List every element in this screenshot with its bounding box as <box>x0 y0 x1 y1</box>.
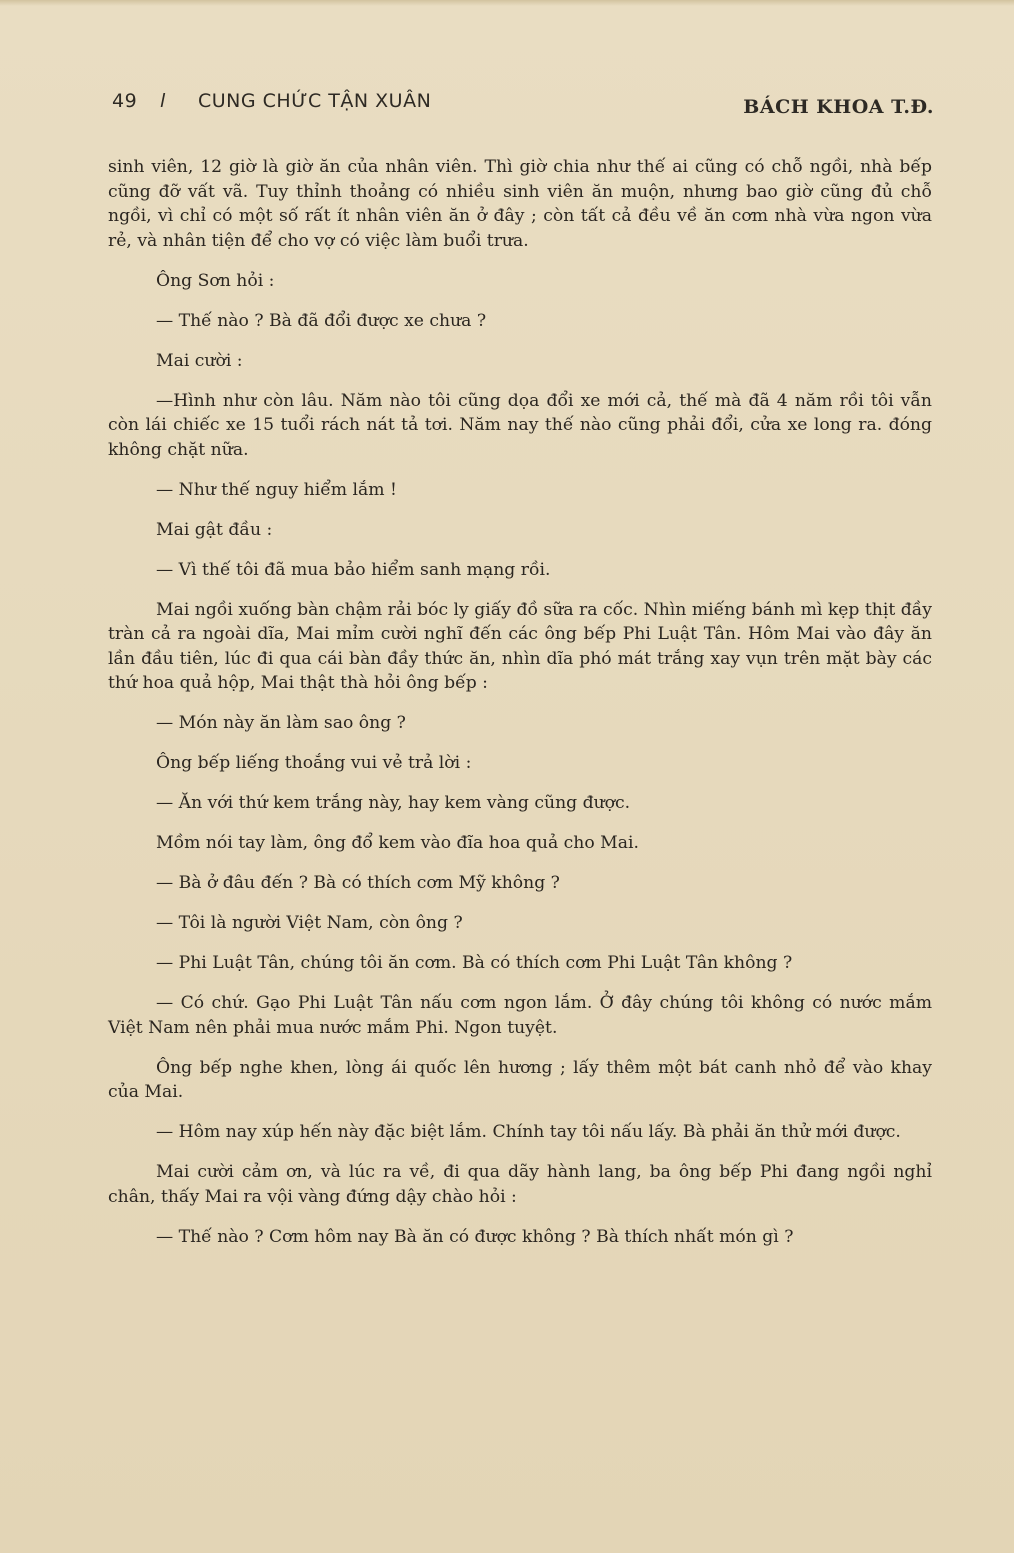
paragraph: sinh viên, 12 giờ là giờ ăn của nhân viên. Thì giờ chia như thế ai cũng có chỗ ngồi, nhà bếp cũng đỡ vất vã. Tuy thỉnh thoảng có nhiều sinh viên ăn muộn, nhưng bao giờ cũng đủ chỗ ngồi, vì chỉ có một số rất ít nhân viên ăn ở đây ; còn tất cả đều về ăn cơm nhà vừa ngon vừa rẻ, và nhân tiện để cho vợ có việc làm buổi trưa. <box>108 157 932 251</box>
paragraph: — Thế nào ? Cơm hôm nay Bà ăn có được không ? Bà thích nhất món gì ? <box>156 1226 794 1247</box>
paragraph: — Vì thế tôi đã mua bảo hiểm sanh mạng rồi. <box>156 559 551 580</box>
body-text <box>108 155 932 1249</box>
paragraph: — Bà ở đâu đến ? Bà có thích cơm Mỹ không ? <box>156 873 560 893</box>
paragraph: Ông bếp liếng thoắng vui vẻ trả lời : <box>156 753 472 773</box>
paragraph: Mai ngồi xuống bàn chậm rải bóc ly giấy đồ sữa ra cốc. Nhìn miếng bánh mì kẹp thịt đầy tràn cả ra ngoài dĩa, Mai mỉm cười nghĩ đến các ông bếp Phi Luật Tân. Hôm Mai vào đây ăn lần đầu tiên, lúc đi qua cái bàn đầy thức ăn, nhìn dĩa phó mát trắng xay vụn trên mặt bày các thứ hoa quả hộp, Mai thật thà hỏi ông bếp : <box>108 599 932 693</box>
paragraph: — Tôi là người Việt Nam, còn ông ? <box>156 913 463 933</box>
header-separator: l <box>160 90 166 112</box>
paragraph: Mồm nói tay làm, ông đổ kem vào đĩa hoa quả cho Mai. <box>156 833 639 853</box>
paragraph: — Phi Luật Tân, chúng tôi ăn cơm. Bà có thích cơm Phi Luật Tân không ? <box>156 953 793 973</box>
paragraph: Mai cười : <box>156 350 243 371</box>
paragraph: Mai gật đầu : <box>156 519 273 540</box>
paragraph: — Ăn với thứ kem trắng này, hay kem vàng cũng được. <box>156 793 631 813</box>
page-top-edge <box>0 0 1014 6</box>
author-credit: BÁCH KHOA T.Đ. <box>743 96 934 118</box>
paragraph: — Thế nào ? Bà đã đổi được xe chưa ? <box>156 310 487 331</box>
paragraph: Mai cười cảm ơn, và lúc ra về, đi qua dãy hành lang, ba ông bếp Phi đang ngồi nghỉ chân, thấy Mai ra vội vàng đứng dậy chào hỏi : <box>108 1162 932 1207</box>
paragraph: Ông bếp nghe khen, lòng ái quốc lên hương ; lấy thêm một bát canh nhỏ để vào khay của Mai. <box>108 1057 932 1102</box>
paragraph: — Có chứ. Gạo Phi Luật Tân nấu cơm ngon lắm. Ở đây chúng tôi không có nước mắm Việt Nam nên phải mua nước mắm Phi. Ngon tuyệt. <box>108 993 932 1038</box>
page-number: 49 <box>112 90 138 112</box>
running-header <box>112 90 934 120</box>
paragraph: — Món này ăn làm sao ông ? <box>156 713 406 733</box>
paragraph: —Hình như còn lâu. Năm nào tôi cũng dọa đổi xe mới cả, thế mà đã 4 năm rồi tôi vẫn còn lái chiếc xe 15 tuổi rách nát tả tơi. Năm nay thế nào cũng phải đổi, cửa xe long ra. đóng không chặt nữa. <box>108 390 932 460</box>
running-title: CUNG CHỨC TẬN XUÂN <box>198 90 432 112</box>
paragraph: — Như thế nguy hiểm lắm ! <box>156 479 397 500</box>
paragraph: — Hôm nay xúp hến này đặc biệt lắm. Chính tay tôi nấu lấy. Bà phải ăn thử mới được. <box>156 1122 901 1142</box>
paragraph: Ông Sơn hỏi : <box>156 270 275 291</box>
